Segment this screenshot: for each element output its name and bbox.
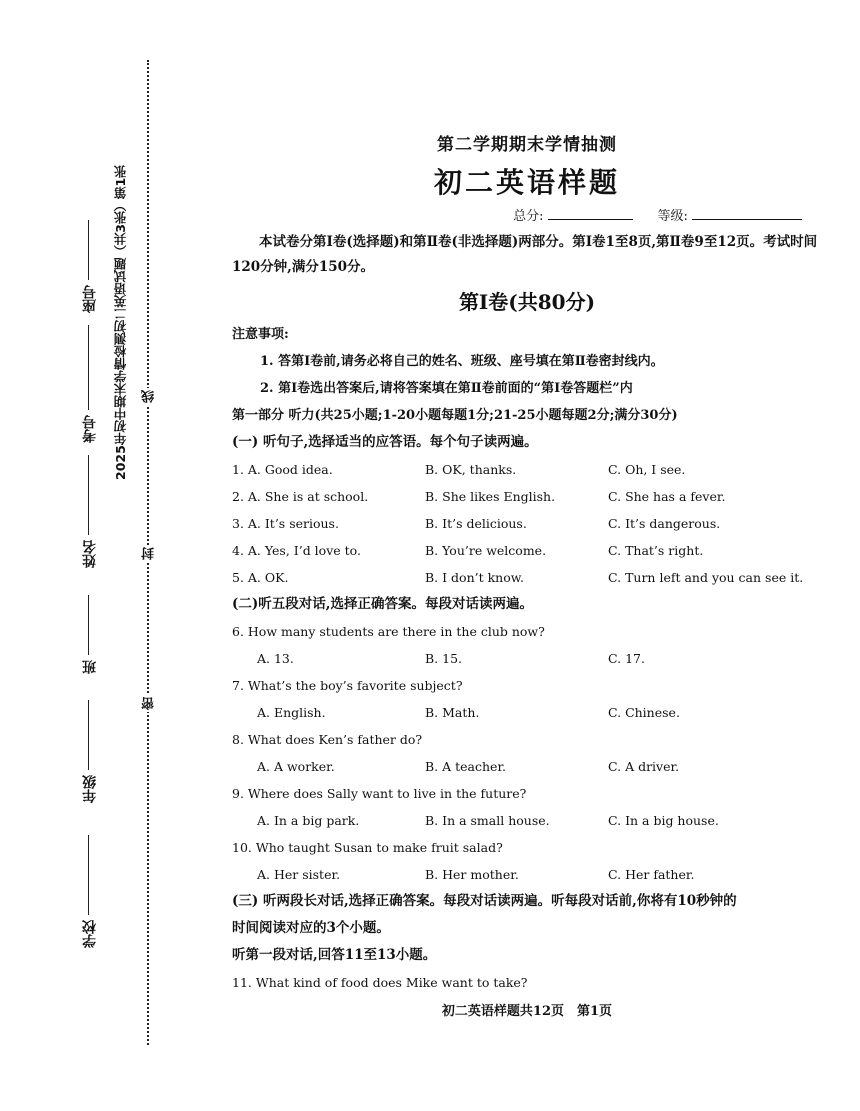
option-b: B. It’s delicious. bbox=[425, 516, 527, 531]
total-score-label: 总分: bbox=[513, 209, 544, 224]
option-c: C. Turn left and you can see it. bbox=[608, 570, 804, 585]
option-b: B. She likes English. bbox=[425, 489, 556, 504]
option-c: C. 17. bbox=[608, 651, 645, 666]
school-label: 学校 bbox=[82, 920, 98, 948]
part1-title: 第Ⅰ卷(共80分) bbox=[458, 290, 596, 314]
name-blank[interactable] bbox=[88, 455, 89, 535]
option-a: A. Her sister. bbox=[257, 867, 341, 882]
option-b: B. In a small house. bbox=[425, 813, 550, 828]
option-a: 5. A. OK. bbox=[232, 570, 289, 585]
exam-no-blank[interactable] bbox=[88, 325, 89, 410]
option-a: A. In a big park. bbox=[257, 813, 360, 828]
name-label: 姓名 bbox=[82, 540, 98, 568]
option-c: C. In a big house. bbox=[608, 813, 719, 828]
options-row bbox=[232, 753, 822, 780]
class-blank[interactable] bbox=[88, 595, 89, 655]
option-c: C. Oh, I see. bbox=[608, 462, 686, 477]
grade-level-blank[interactable] bbox=[692, 207, 802, 220]
option-a: A. A worker. bbox=[257, 759, 335, 774]
question-text: 10. Who taught Susan to make fruit salad? bbox=[232, 840, 503, 855]
option-b: B. Her mother. bbox=[425, 867, 519, 882]
total-score-blank[interactable] bbox=[548, 207, 633, 220]
option-b: B. You’re welcome. bbox=[425, 543, 547, 558]
school-blank[interactable] bbox=[88, 835, 89, 915]
vertical-exam-title: 2025年初中期末学情检测初二英语试题（共3张）第1张 bbox=[113, 165, 128, 481]
question-text: 8. What does Ken’s father do? bbox=[232, 732, 423, 747]
section3-title-line1: (三) 听两段长对话,选择正确答案。每段对话读两遍。听每段对话前,你将有10秒钟的 bbox=[232, 893, 737, 909]
option-c: C. Chinese. bbox=[608, 705, 680, 720]
options-row bbox=[232, 645, 822, 672]
section1-title: (一) 听句子,选择适当的应答语。每个句子读两遍。 bbox=[232, 434, 538, 450]
option-a: A. English. bbox=[257, 705, 326, 720]
options-row bbox=[232, 807, 822, 834]
listening-title: 第一部分 听力(共25小题;1-20小题每题1分;21-25小题每题2分;满分30分) bbox=[232, 408, 678, 423]
seal-char-mi: 密 bbox=[142, 697, 157, 710]
page-footer: 初二英语样题共12页 第1页 bbox=[441, 1004, 613, 1019]
exam-subtitle: 第二学期期末学情抽测 bbox=[437, 135, 617, 155]
seat-no-blank[interactable] bbox=[88, 220, 89, 280]
question-row bbox=[232, 537, 822, 564]
option-c: C. She has a fever. bbox=[608, 489, 726, 504]
options-row bbox=[232, 699, 822, 726]
option-c: C. It’s dangerous. bbox=[608, 516, 721, 531]
option-b: B. I don’t know. bbox=[425, 570, 524, 585]
option-c: C. Her father. bbox=[608, 867, 695, 882]
option-b: B. A teacher. bbox=[425, 759, 507, 774]
option-a: 2. A. She is at school. bbox=[232, 489, 369, 504]
note-1: 1. 答第Ⅰ卷前,请务必将自己的姓名、班级、座号填在第Ⅱ卷密封线内。 bbox=[260, 354, 664, 369]
section3-title-line2: 时间阅读对应的3个小题。 bbox=[232, 920, 390, 936]
options-row bbox=[232, 861, 822, 888]
question-row bbox=[232, 483, 822, 510]
seal-char-xian: 线 bbox=[142, 390, 157, 403]
option-c: C. That’s right. bbox=[608, 543, 704, 558]
option-b: B. Math. bbox=[425, 705, 480, 720]
option-a: 4. A. Yes, I’d love to. bbox=[232, 543, 361, 558]
question-text: 9. Where does Sally want to live in the future? bbox=[232, 786, 527, 801]
note-2: 2. 第Ⅰ卷选出答案后,请将答案填在第Ⅱ卷前面的“第Ⅰ卷答题栏”内 bbox=[260, 381, 633, 396]
option-a: 1. A. Good idea. bbox=[232, 462, 333, 477]
exam-content bbox=[232, 130, 822, 996]
exam-title: 初二英语样题 bbox=[433, 166, 620, 199]
question-text: 11. What kind of food does Mike want to take? bbox=[232, 975, 528, 990]
seal-char-feng: 封 bbox=[142, 547, 157, 560]
grade-label: 年级 bbox=[82, 775, 98, 803]
notes-title: 注意事项: bbox=[232, 327, 289, 342]
option-a: A. 13. bbox=[257, 651, 294, 666]
exam-intro: 本试卷分第Ⅰ卷(选择题)和第Ⅱ卷(非选择题)两部分。第Ⅰ卷1至8页,第Ⅱ卷9至12页。考试时间120分钟,满分150分。 bbox=[232, 234, 818, 275]
exam-no-label: 考号 bbox=[82, 415, 98, 443]
question-text: 7. What’s the boy’s favorite subject? bbox=[232, 678, 463, 693]
option-b: B. OK, thanks. bbox=[425, 462, 517, 477]
grade-blank[interactable] bbox=[88, 700, 89, 770]
section2-title: (二)听五段对话,选择正确答案。每段对话读两遍。 bbox=[232, 596, 533, 612]
binding-margin bbox=[0, 0, 160, 1111]
question-text: 6. How many students are there in the club now? bbox=[232, 624, 545, 639]
question-row bbox=[232, 510, 822, 537]
option-a: 3. A. It’s serious. bbox=[232, 516, 339, 531]
seat-no-label: 座号 bbox=[82, 285, 98, 313]
section3-sub: 听第一段对话,回答11至13小题。 bbox=[232, 947, 437, 963]
option-c: C. A driver. bbox=[608, 759, 680, 774]
option-b: B. 15. bbox=[425, 651, 463, 666]
question-row bbox=[232, 564, 822, 591]
question-row bbox=[232, 456, 822, 483]
class-label: 班 bbox=[82, 660, 98, 674]
grade-level-label: 等级: bbox=[657, 209, 688, 224]
score-row bbox=[232, 205, 822, 224]
